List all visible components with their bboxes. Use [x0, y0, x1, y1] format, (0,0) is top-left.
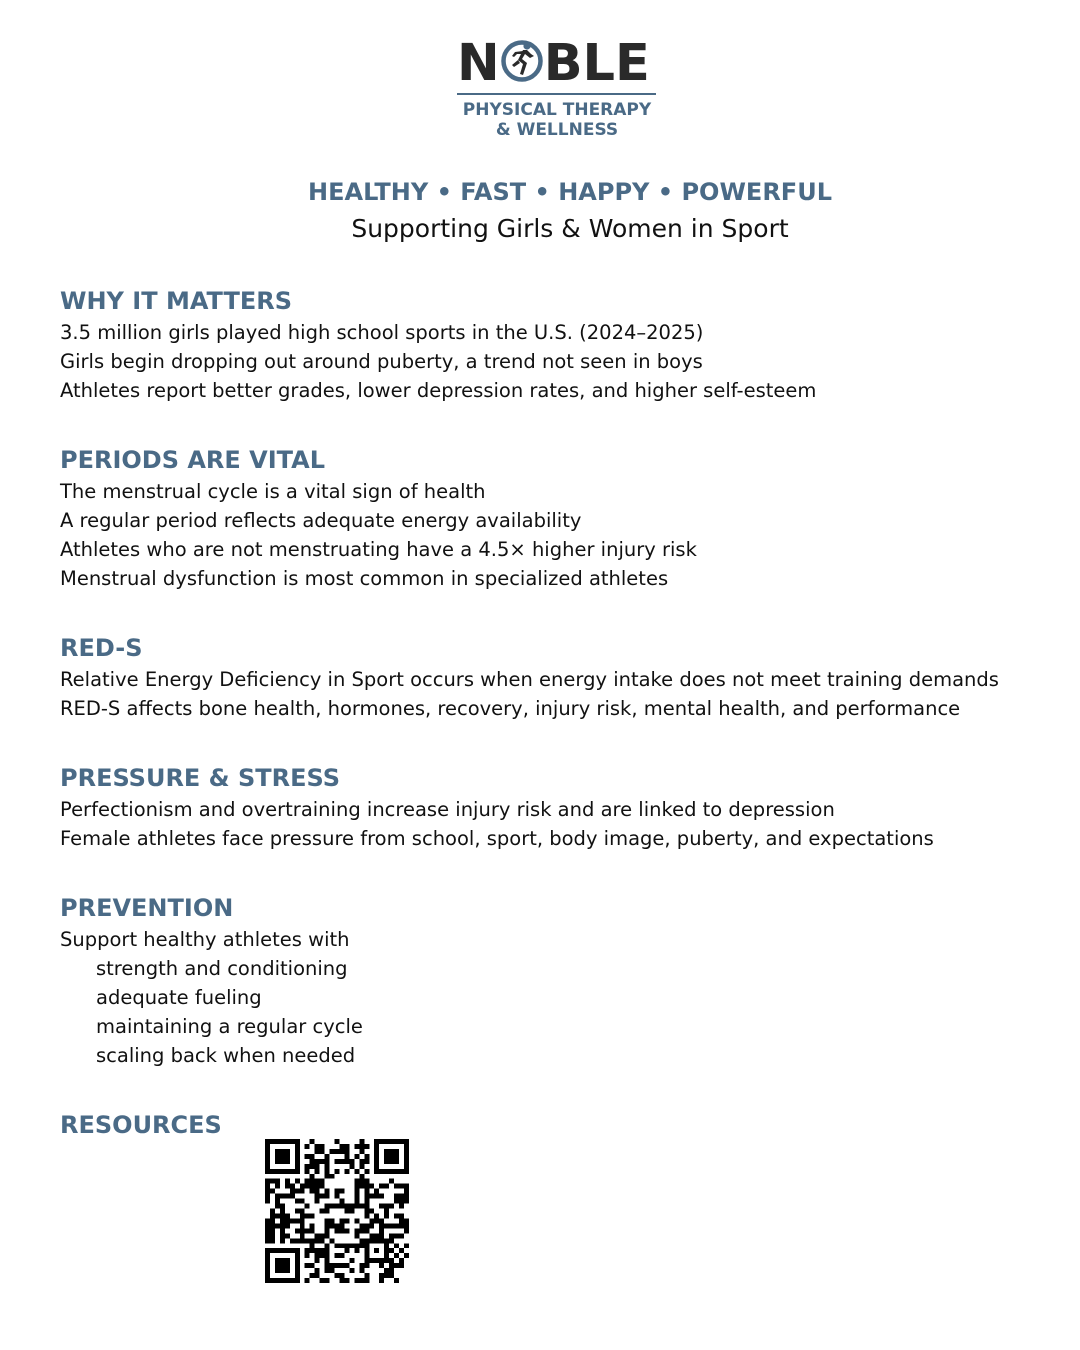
section-line: The menstrual cycle is a vital sign of health	[60, 480, 486, 503]
section-line: Female athletes face pressure from school, sport, body image, puberty, and expectations	[60, 827, 934, 850]
logo-letters-ble: BLE	[543, 34, 650, 93]
section-line: RED-S affects bone health, hormones, recovery, injury risk, mental health, and performance	[60, 697, 961, 720]
section-prevention	[60, 893, 1060, 1070]
section-title: RESOURCES	[60, 1111, 222, 1139]
section-title: RED-S	[60, 634, 143, 662]
section-line: Support healthy athletes with	[60, 928, 350, 951]
section-title: PERIODS ARE VITAL	[60, 446, 326, 474]
logo-divider	[457, 93, 656, 95]
section-line: 3.5 million girls played high school sports in the U.S. (2024–2025)	[60, 321, 704, 344]
logo-subtitle-line1: PHYSICAL THERAPY	[462, 100, 652, 120]
section-line: Girls begin dropping out around puberty, a trend not seen in boys	[60, 350, 703, 373]
section-title: PREVENTION	[60, 894, 234, 922]
section-periods-are-vital	[60, 445, 1060, 593]
runner-icon	[501, 38, 543, 84]
logo-letter-n: N	[457, 34, 500, 93]
section-line: Perfectionism and overtraining increase injury risk and are linked to depression	[60, 798, 835, 821]
section-line: Athletes who are not menstruating have a 4.5× higher injury risk	[60, 538, 697, 561]
section-title: WHY IT MATTERS	[60, 287, 292, 315]
tagline: HEALTHY • FAST • HAPPY • POWERFUL	[308, 178, 832, 206]
section-pressure-and-stress	[60, 763, 1060, 853]
list-item: maintaining a regular cycle	[96, 1015, 363, 1038]
section-why-it-matters	[60, 286, 1060, 405]
page-subtitle: Supporting Girls & Women in Sport	[351, 214, 789, 243]
section-title: PRESSURE & STRESS	[60, 764, 340, 792]
section-resources	[60, 1110, 1060, 1140]
section-line: Athletes report better grades, lower depression rates, and higher self-esteem	[60, 379, 817, 402]
section-line: Menstrual dysfunction is most common in specialized athletes	[60, 567, 669, 590]
section-line: A regular period reflects adequate energy availability	[60, 509, 582, 532]
section-red-s	[60, 633, 1060, 723]
logo-wordmark	[457, 34, 650, 93]
logo-subtitle-line2: & WELLNESS	[495, 120, 619, 140]
list-item: strength and conditioning	[96, 957, 348, 980]
qr-code-icon[interactable]	[265, 1139, 409, 1283]
logo	[457, 34, 657, 148]
section-line: Relative Energy Deficiency in Sport occurs when energy intake does not meet training demands	[60, 668, 999, 691]
list-item: adequate fueling	[96, 986, 262, 1009]
list-item: scaling back when needed	[96, 1044, 356, 1067]
